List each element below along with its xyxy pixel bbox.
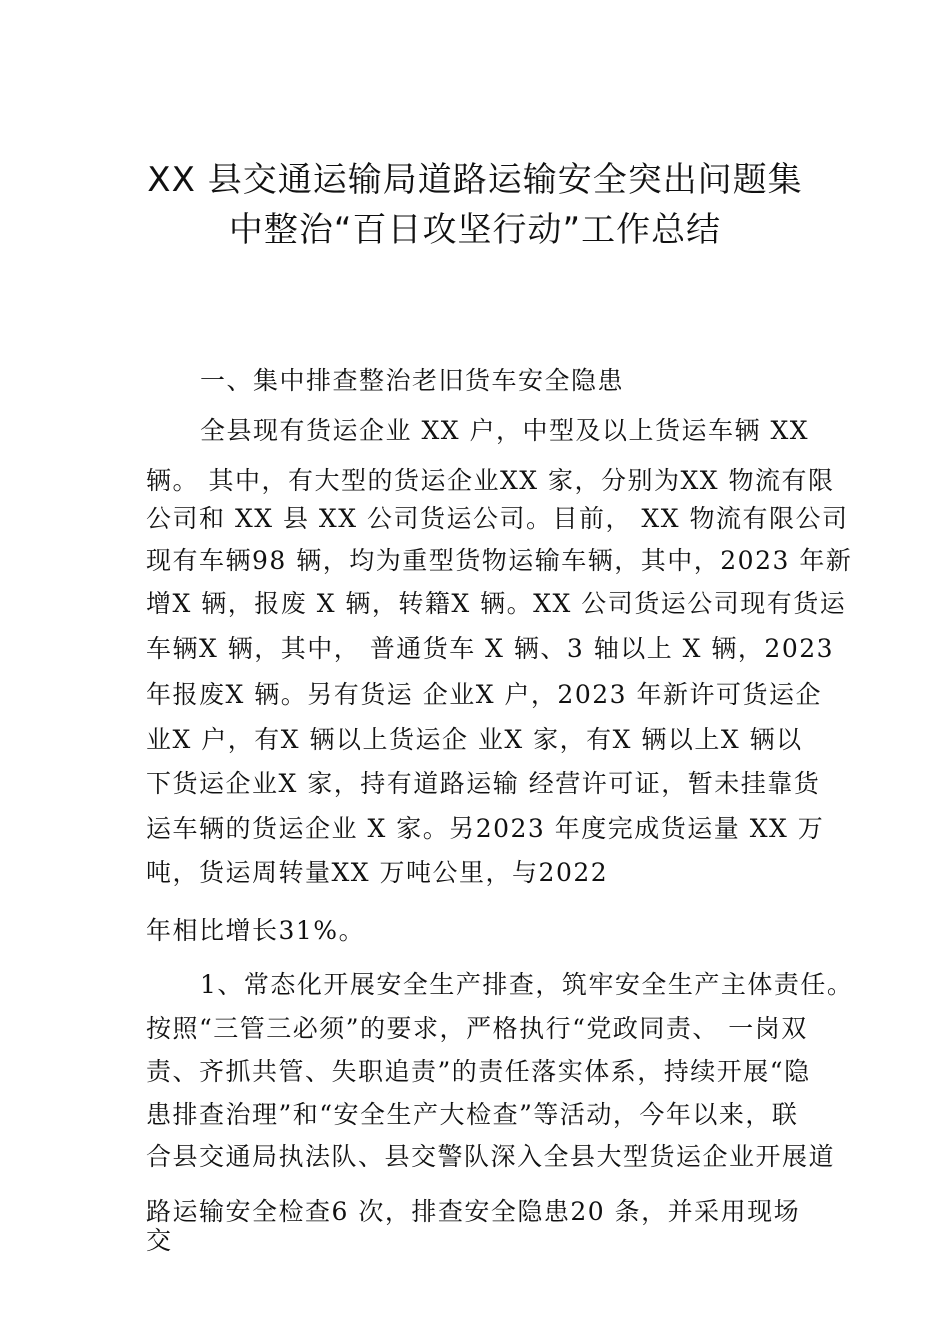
title-line-1: XX 县交通运输局道路运输安全突出问题集: [147, 159, 803, 200]
paragraph-line: 现有车辆98 辆，均为重型货物运输车辆，其中，2023 年新: [146, 546, 853, 575]
paragraph-line: 全县现有货运企业 XX 户，中型及以上货运车辆 XX: [200, 416, 810, 445]
paragraph-line: 路运输安全检查6 次，排查安全隐患20 条，并采用现场: [146, 1197, 801, 1226]
paragraph-line: 交: [146, 1226, 173, 1255]
section-heading: 一、集中排查整治老旧货车安全隐患: [200, 366, 625, 395]
paragraph-line: 公司和 XX 县 XX 公司货运公司。目前， XX 物流有限公司: [146, 504, 849, 533]
paragraph-line: 业X 户，有X 辆以上货运企 业X 家，有X 辆以上X 辆以: [146, 725, 803, 754]
paragraph-line: 下货运企业X 家，持有道路运输 经营许可证，暂未挂靠货: [146, 769, 821, 798]
document-title: [90, 155, 860, 255]
paragraph-line: 合县交通局执法队、县交警队深入全县大型货运企业开展道: [146, 1142, 836, 1171]
paragraph-line: 增X 辆，报废 X 辆，转籍X 辆。XX 公司货运公司现有货运: [146, 589, 847, 618]
paragraph-tail-line: 年相比增长31%。: [146, 916, 366, 945]
paragraph-line: 1、常态化开展安全生产排查，筑牢安全生产主体责任。: [200, 970, 854, 999]
title-line-2: 中整治“百日攻坚行动”工作总结: [228, 209, 722, 250]
paragraph-line: 年报废X 辆。另有货运 企业X 户，2023 年新许可货运企: [146, 680, 823, 709]
paragraph-line: 车辆X 辆，其中， 普通货车 X 辆、3 轴以上 X 辆，2023: [146, 634, 835, 663]
paragraph-line: 责、齐抓共管、失职追责”的责任落实体系，持续开展“隐: [146, 1057, 811, 1086]
paragraph-line: 辆。 其中，有大型的货运企业XX 家，分别为XX 物流有限: [146, 466, 835, 495]
paragraph-line: 运车辆的货运企业 X 家。另2023 年度完成货运量 XX 万: [146, 814, 825, 843]
paragraph-line: 按照“三管三必须”的要求，严格执行“党政同责、 一岗双: [146, 1014, 808, 1043]
paragraph-line: 吨，货运周转量XX 万吨公里，与2022: [146, 858, 609, 887]
paragraph-line: 患排查治理”和“安全生产大检查”等活动，今年以来，联: [146, 1100, 799, 1129]
